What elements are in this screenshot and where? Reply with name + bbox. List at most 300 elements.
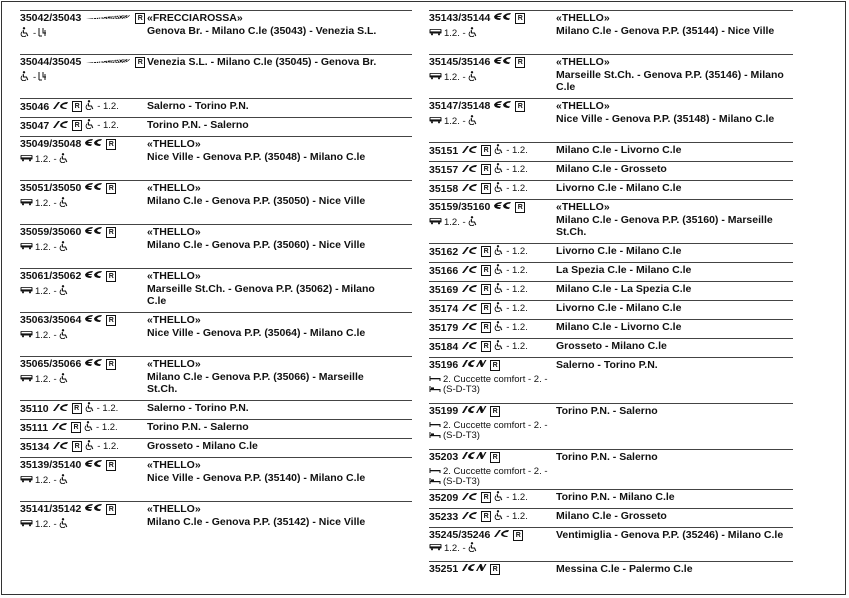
- wheelchair-icon: [59, 373, 68, 386]
- dash-sep: -: [33, 72, 37, 83]
- route-text: Nice Ville - Genova P.P. (35064) - Milano C.le: [147, 326, 366, 339]
- train-number: 35196: [429, 359, 459, 371]
- route-text: Torino P.N. - Milano C.le: [556, 491, 675, 503]
- train-number: 35044/35045: [20, 56, 82, 68]
- train-number-line: [429, 283, 528, 296]
- intercity-logo-icon: [461, 164, 478, 176]
- route-text: Nice Ville - Genova P.P. (35048) - Milano C.le: [147, 150, 366, 163]
- eurocity-logo-icon: [84, 138, 103, 150]
- sleeper-l4-icon: [38, 71, 47, 84]
- train-number: 35061/35062: [20, 270, 82, 282]
- route-description: [147, 270, 381, 308]
- service-text: 1.2. -: [444, 217, 466, 228]
- train-number-line: [429, 144, 528, 157]
- train-row: [429, 527, 793, 561]
- route-text: Salerno - Torino P.N.: [147, 402, 249, 414]
- train-row: [20, 400, 412, 419]
- train-number: 35143/35144: [429, 12, 491, 24]
- train-row: [429, 142, 793, 161]
- train-title: «THELLO»: [556, 201, 610, 213]
- reservation-box-icon: R: [135, 57, 145, 68]
- route-text: Milano C.le - Genova P.P. (35050) - Nice Ville: [147, 194, 366, 207]
- train-row: [429, 98, 793, 142]
- sleeper-l4-icon: [38, 27, 47, 40]
- train-title: «THELLO»: [147, 226, 201, 238]
- train-row: [429, 180, 793, 199]
- service-text: 1.2. -: [35, 286, 57, 297]
- train-number: 35063/35064: [20, 314, 82, 326]
- reservation-box-icon: R: [106, 359, 116, 370]
- train-number-line: [429, 321, 528, 334]
- train-number: 35141/35142: [20, 503, 82, 515]
- train-row: [429, 199, 793, 243]
- service-info: [20, 474, 68, 487]
- route-text: Venezia S.L. - Milano C.le (35045) - Genova Br.: [147, 56, 377, 68]
- intercity-logo-icon: [461, 284, 478, 296]
- route-text: Milano C.le - Genova P.P. (35144) - Nice Ville: [556, 24, 775, 37]
- wheelchair-icon: [85, 119, 94, 132]
- sleeper-types: [429, 430, 480, 441]
- route-description: [147, 119, 381, 132]
- train-number: 35051/35050: [20, 182, 82, 194]
- train-number: 35134: [20, 440, 50, 453]
- class-info: - 1.2.: [97, 100, 119, 112]
- route-description: [147, 459, 381, 484]
- train-number-line: [20, 119, 119, 132]
- wheelchair-icon: [84, 421, 93, 434]
- train-number: 35147/35148: [429, 100, 491, 112]
- reservation-box-icon: R: [106, 315, 116, 326]
- wheelchair-icon: [59, 197, 68, 210]
- intercity-logo-icon: [461, 511, 478, 523]
- reservation-box-icon: R: [135, 13, 145, 24]
- train-number: 35151: [429, 144, 459, 157]
- route-text: Torino P.N. - Salerno: [556, 405, 658, 417]
- train-title: «THELLO»: [147, 182, 201, 194]
- route-text: Nice Ville - Genova P.P. (35140) - Milano C.le: [147, 471, 366, 484]
- intercity-notte-logo-icon: [461, 405, 487, 417]
- wheelchair-icon: [468, 115, 477, 128]
- wheelchair-icon: [494, 491, 503, 504]
- intercity-logo-icon: [52, 101, 69, 113]
- service-info: [20, 329, 68, 342]
- wheelchair-icon: [494, 302, 503, 315]
- reservation-box-icon: R: [106, 271, 116, 282]
- dash-sep: -: [33, 28, 37, 39]
- eurocity-logo-icon: [84, 226, 103, 238]
- eurocity-logo-icon: [84, 503, 103, 515]
- bus-icon: [20, 475, 33, 486]
- train-row: [20, 136, 412, 180]
- train-number-line: [429, 163, 528, 176]
- train-number: 35145/35146: [429, 56, 491, 68]
- intercity-logo-icon: [461, 145, 478, 157]
- class-info: - 1.2.: [506, 491, 528, 503]
- service-info: [20, 285, 68, 298]
- reservation-box-icon: R: [106, 460, 116, 471]
- reservation-box-icon: R: [490, 564, 500, 575]
- reservation-box-icon: R: [490, 452, 500, 463]
- train-number-line: [20, 226, 116, 238]
- route-text: Torino P.N. - Salerno: [147, 421, 249, 433]
- route-text: Milano C.le - Genova P.P. (35066) - Marseille St.Ch.: [147, 370, 364, 395]
- route-text: Nice Ville - Genova P.P. (35148) - Milano C.le: [556, 112, 775, 125]
- bus-icon: [20, 198, 33, 209]
- service-info: [429, 115, 477, 128]
- route-description: [147, 421, 381, 434]
- train-number-line: [429, 100, 525, 112]
- intercity-logo-icon: [493, 529, 510, 541]
- service-text: 1.2. -: [35, 519, 57, 530]
- intercity-notte-logo-icon: [461, 359, 487, 371]
- service-info: [20, 27, 47, 40]
- route-description: [556, 264, 790, 277]
- train-row: [20, 438, 412, 457]
- route-text: Marseille St.Ch. - Genova P.P. (35146) - Milano C.le: [556, 68, 784, 93]
- intercity-logo-icon: [461, 246, 478, 258]
- train-row: [20, 501, 412, 545]
- sleeper-types: [429, 384, 480, 395]
- eurocity-logo-icon: [84, 459, 103, 471]
- train-number-line: [429, 56, 525, 68]
- train-number: 35111: [20, 421, 49, 434]
- route-text: Ventimiglia - Genova P.P. (35246) - Milano C.le: [556, 529, 784, 541]
- eurocity-logo-icon: [84, 182, 103, 194]
- intercity-logo-icon: [461, 183, 478, 195]
- eurocity-logo-icon: [493, 12, 512, 24]
- train-number-line: [20, 358, 116, 370]
- train-title: «THELLO»: [147, 358, 201, 370]
- route-text: Milano C.le - Grosseto: [556, 510, 667, 522]
- train-number: 35251: [429, 563, 459, 575]
- reservation-box-icon: R: [481, 322, 491, 333]
- route-description: [147, 138, 381, 163]
- train-row: [429, 508, 793, 527]
- intercity-logo-icon: [461, 492, 478, 504]
- train-row: [429, 281, 793, 300]
- sleeper-types-text: (S-D-T3): [443, 430, 480, 441]
- train-row: [429, 54, 793, 98]
- service-text: 1.2. -: [444, 72, 466, 83]
- train-title: «THELLO»: [147, 270, 201, 282]
- route-text: Livorno C.le - Milano C.le: [556, 245, 682, 257]
- route-text: La Spezia C.le - Milano C.le: [556, 264, 692, 276]
- wheelchair-icon: [59, 518, 68, 531]
- wheelchair-icon: [468, 27, 477, 40]
- reservation-box-icon: R: [481, 284, 491, 295]
- class-info: - 1.2.: [506, 144, 528, 156]
- route-text: Torino P.N. - Salerno: [556, 451, 658, 463]
- train-number-line: [20, 503, 116, 515]
- train-row: [20, 224, 412, 268]
- train-title: «THELLO»: [147, 503, 201, 515]
- train-number: 35042/35043: [20, 12, 82, 24]
- service-info: [20, 71, 47, 84]
- train-row: [429, 262, 793, 281]
- route-description: [556, 563, 790, 576]
- train-number: 35049/35048: [20, 138, 82, 150]
- intercity-logo-icon: [461, 265, 478, 277]
- train-number-line: [429, 340, 528, 353]
- reservation-box-icon: R: [106, 183, 116, 194]
- reservation-box-icon: R: [515, 101, 525, 112]
- train-number-line: [20, 421, 118, 434]
- train-number-line: [20, 182, 116, 194]
- route-description: [556, 283, 790, 296]
- train-row: [20, 54, 412, 98]
- wheelchair-icon: [59, 153, 68, 166]
- couchette-icon: [429, 476, 441, 487]
- route-text: Grosseto - Milano C.le: [147, 440, 258, 452]
- train-row: [20, 356, 412, 400]
- train-number: 35174: [429, 302, 459, 315]
- class-info: - 1.2.: [506, 182, 528, 194]
- route-description: [147, 402, 381, 415]
- train-number-line: [429, 264, 528, 277]
- reservation-box-icon: R: [481, 164, 491, 175]
- train-row: [20, 98, 412, 117]
- train-number: 35209: [429, 491, 459, 504]
- route-text: Salerno - Torino P.N.: [556, 359, 658, 371]
- couchette-text: 2. Cuccette comfort - 2. -: [443, 374, 548, 385]
- train-row: [20, 312, 412, 356]
- reservation-box-icon: R: [481, 492, 491, 503]
- wheelchair-icon: [85, 402, 94, 415]
- class-info: - 1.2.: [506, 163, 528, 175]
- intercity-notte-logo-icon: [461, 451, 487, 463]
- wheelchair-icon: [59, 329, 68, 342]
- route-description: [147, 226, 381, 251]
- service-info: [20, 197, 68, 210]
- wheelchair-icon: [85, 100, 94, 113]
- service-text: 1.2. -: [444, 543, 466, 554]
- train-number: 35179: [429, 321, 459, 334]
- train-title: «THELLO»: [556, 56, 610, 68]
- route-description: [556, 201, 790, 239]
- intercity-logo-icon: [51, 422, 68, 434]
- train-number: 35162: [429, 245, 459, 258]
- eurocity-logo-icon: [493, 56, 512, 68]
- route-text: Milano C.le - Genova P.P. (35160) - Marseille St.Ch.: [556, 213, 773, 238]
- train-number: 35047: [20, 119, 50, 132]
- route-description: [147, 358, 381, 396]
- route-description: [556, 163, 790, 176]
- train-row: [429, 489, 793, 508]
- eurocity-logo-icon: [84, 314, 103, 326]
- bus-icon: [20, 519, 33, 530]
- reservation-box-icon: R: [515, 13, 525, 24]
- route-description: [147, 314, 381, 339]
- reservation-box-icon: R: [106, 227, 116, 238]
- train-number-line: [20, 100, 119, 113]
- train-row: [429, 300, 793, 319]
- wheelchair-icon: [20, 27, 29, 40]
- route-description: [556, 56, 790, 94]
- train-number-line: [429, 491, 528, 504]
- couchette-text: 2. Cuccette comfort - 2. -: [443, 466, 548, 477]
- bus-icon: [20, 154, 33, 165]
- train-title: «FRECCIAROSSA»: [147, 12, 243, 24]
- intercity-logo-icon: [52, 441, 69, 453]
- train-number-line: [429, 201, 525, 213]
- train-number-line: [429, 529, 523, 541]
- train-number: 35166: [429, 264, 459, 277]
- reservation-box-icon: R: [72, 441, 82, 452]
- eurocity-logo-icon: [493, 100, 512, 112]
- reservation-box-icon: R: [106, 504, 116, 515]
- route-text: Milano C.le - Genova P.P. (35060) - Nice Ville: [147, 238, 366, 251]
- train-number: 35157: [429, 163, 459, 176]
- route-description: [556, 359, 790, 372]
- train-number-line: [20, 459, 116, 471]
- route-description: [147, 503, 381, 528]
- service-info: [20, 373, 68, 386]
- wheelchair-icon: [494, 283, 503, 296]
- train-title: «THELLO»: [556, 12, 610, 24]
- route-description: [147, 56, 381, 69]
- class-info: - 1.2.: [506, 510, 528, 522]
- reservation-box-icon: R: [481, 246, 491, 257]
- intercity-notte-logo-icon: [461, 563, 487, 575]
- intercity-logo-icon: [52, 120, 69, 132]
- reservation-box-icon: R: [481, 265, 491, 276]
- wheelchair-icon: [494, 321, 503, 334]
- route-description: [556, 451, 790, 464]
- route-description: [147, 182, 381, 207]
- route-description: [556, 405, 790, 418]
- service-info: [20, 153, 68, 166]
- train-number: 35158: [429, 182, 459, 195]
- route-description: [556, 12, 790, 37]
- train-number-line: [429, 510, 528, 523]
- couchette-text: 2. Cuccette comfort - 2. -: [443, 420, 548, 431]
- service-text: 1.2. -: [444, 116, 466, 127]
- train-row: [429, 357, 793, 403]
- wheelchair-icon: [468, 216, 477, 229]
- reservation-box-icon: R: [72, 403, 82, 414]
- train-number: 35059/35060: [20, 226, 82, 238]
- sleeper-types: [429, 476, 480, 487]
- train-number: 35046: [20, 100, 50, 113]
- service-info: [20, 241, 68, 254]
- train-row: [20, 419, 412, 438]
- train-row: [429, 319, 793, 338]
- bus-icon: [429, 72, 442, 83]
- train-number-line: [20, 56, 145, 68]
- route-description: [147, 440, 381, 453]
- sleeper-types-text: (S-D-T3): [443, 384, 480, 395]
- right-column: [429, 10, 793, 580]
- bus-icon: [20, 242, 33, 253]
- reservation-box-icon: R: [481, 511, 491, 522]
- train-number-line: [429, 563, 500, 575]
- intercity-logo-icon: [52, 403, 69, 415]
- wheelchair-icon: [494, 510, 503, 523]
- wheelchair-icon: [20, 71, 29, 84]
- reservation-box-icon: R: [106, 139, 116, 150]
- service-text: 1.2. -: [35, 475, 57, 486]
- train-number: 35159/35160: [429, 201, 491, 213]
- train-number-line: [429, 12, 525, 24]
- class-info: - 1.2.: [96, 421, 118, 433]
- route-description: [556, 491, 790, 504]
- train-number-line: [20, 440, 119, 453]
- train-number-line: [429, 359, 500, 371]
- wheelchair-icon: [59, 285, 68, 298]
- eurocity-logo-icon: [84, 358, 103, 370]
- route-text: Livorno C.le - Milano C.le: [556, 182, 682, 194]
- service-text: 1.2. -: [35, 330, 57, 341]
- train-title: «THELLO»: [147, 138, 201, 150]
- class-info: - 1.2.: [506, 321, 528, 333]
- reservation-box-icon: R: [71, 422, 81, 433]
- eurocity-logo-icon: [493, 201, 512, 213]
- route-text: Genova Br. - Milano C.le (35043) - Venezia S.L.: [147, 24, 377, 37]
- route-text: Milano C.le - La Spezia C.le: [556, 283, 692, 295]
- route-text: Grosseto - Milano C.le: [556, 340, 667, 352]
- wheelchair-icon: [59, 241, 68, 254]
- route-description: [556, 340, 790, 353]
- svg-text:FRECCIAROSSA: FRECCIAROSSA: [93, 15, 133, 21]
- wheelchair-icon: [494, 144, 503, 157]
- train-number-line: [429, 451, 500, 463]
- class-info: - 1.2.: [506, 340, 528, 352]
- reservation-box-icon: R: [72, 120, 82, 131]
- service-text: 1.2. -: [444, 28, 466, 39]
- wheelchair-icon: [494, 340, 503, 353]
- route-description: [147, 12, 381, 37]
- wheelchair-icon: [59, 474, 68, 487]
- reservation-box-icon: R: [515, 57, 525, 68]
- route-text: Livorno C.le - Milano C.le: [556, 302, 682, 314]
- bus-icon: [20, 330, 33, 341]
- wheelchair-icon: [468, 71, 477, 84]
- train-row: [429, 561, 793, 580]
- train-number: 35169: [429, 283, 459, 296]
- train-number-line: [429, 182, 528, 195]
- service-text: 1.2. -: [35, 198, 57, 209]
- wheelchair-icon: [494, 264, 503, 277]
- service-info: [20, 518, 68, 531]
- train-number: 35199: [429, 405, 459, 417]
- train-row: [429, 243, 793, 262]
- frecciarossa-logo-icon: [84, 56, 132, 68]
- wheelchair-icon: [85, 440, 94, 453]
- service-text: 1.2. -: [35, 374, 57, 385]
- train-number-line: [429, 302, 528, 315]
- route-text: Milano C.le - Genova P.P. (35142) - Nice Ville: [147, 515, 366, 528]
- route-description: [556, 302, 790, 315]
- class-info: - 1.2.: [96, 402, 119, 414]
- train-title: «THELLO»: [556, 100, 610, 112]
- reservation-box-icon: R: [490, 360, 500, 371]
- frecciarossa-logo-icon: [84, 12, 132, 24]
- train-row: [429, 449, 793, 489]
- reservation-box-icon: R: [481, 183, 491, 194]
- route-text: Marseille St.Ch. - Genova P.P. (35062) - Milano C.le: [147, 282, 375, 307]
- bus-icon: [429, 217, 442, 228]
- wheelchair-icon: [494, 245, 503, 258]
- route-description: [556, 321, 790, 334]
- train-number: 35065/35066: [20, 358, 82, 370]
- class-info: - 1.2.: [97, 119, 119, 131]
- service-info: [429, 216, 477, 229]
- route-text: Messina C.le - Palermo C.le: [556, 563, 693, 575]
- bus-icon: [429, 28, 442, 39]
- intercity-logo-icon: [461, 341, 478, 353]
- reservation-box-icon: R: [72, 101, 82, 112]
- train-number: 35203: [429, 451, 459, 463]
